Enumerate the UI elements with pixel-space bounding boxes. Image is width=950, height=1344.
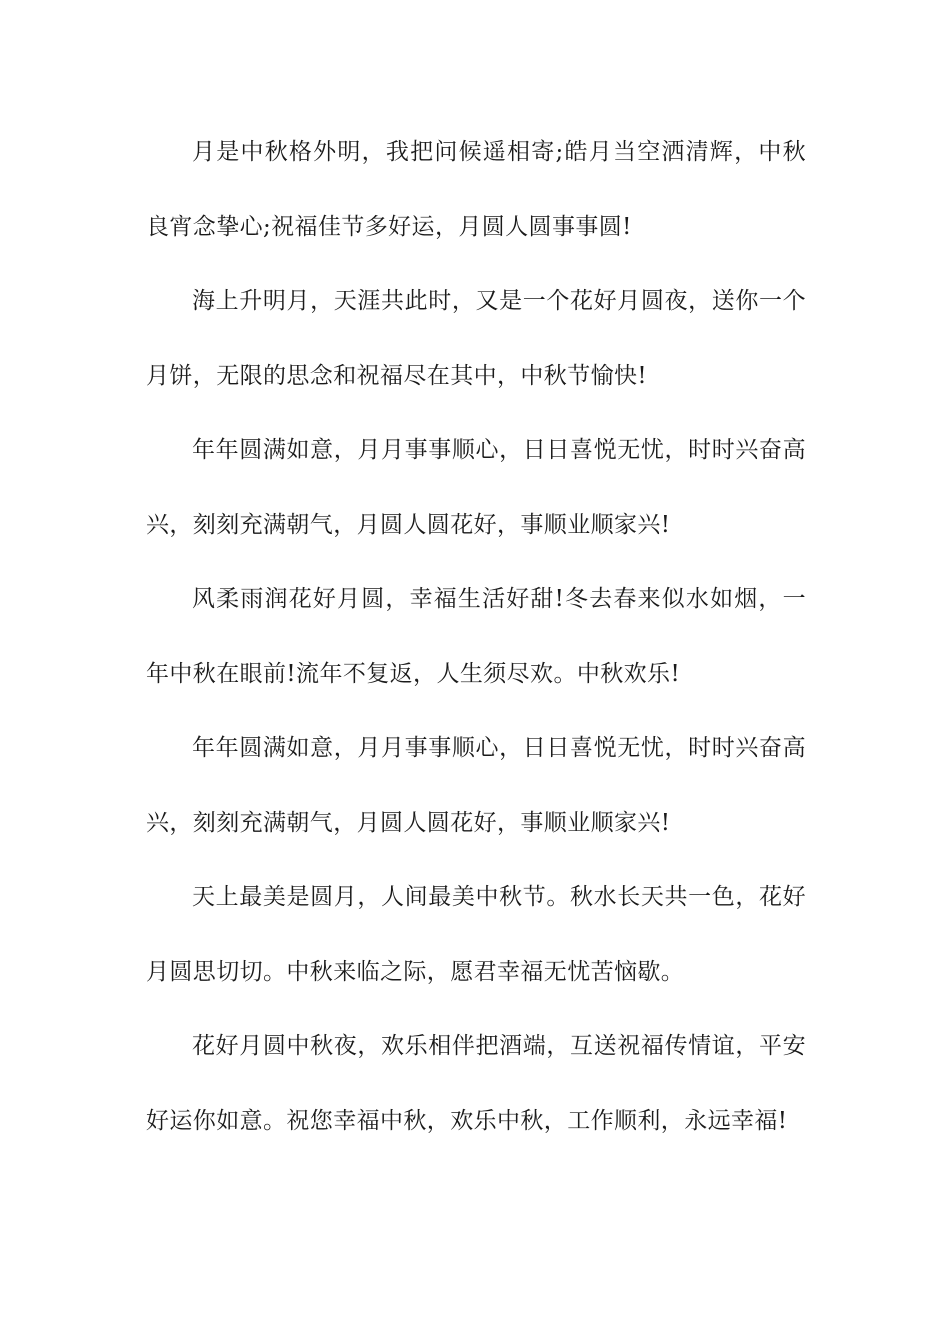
paragraph-6: 天上最美是圆月，人间最美中秋节。秋水长天共一色，花好月圆思切切。中秋来临之际，愿君幸福无忧苦恼歇。	[146, 884, 806, 985]
document-body	[146, 115, 806, 1158]
paragraph-5: 年年圆满如意，月月事事顺心，日日喜悦无忧，时时兴奋高兴，刻刻充满朝气，月圆人圆花好，事顺业顺家兴!	[146, 735, 806, 836]
paragraph-2: 海上升明月，天涯共此时，又是一个花好月圆夜，送你一个月饼，无限的思念和祝福尽在其中，中秋节愉快!	[146, 288, 806, 389]
paragraph-7: 花好月圆中秋夜，欢乐相伴把酒端，互送祝福传情谊，平安好运你如意。祝您幸福中秋，欢乐中秋，工作顺利，永远幸福!	[146, 1033, 806, 1134]
paragraph-3: 年年圆满如意，月月事事顺心，日日喜悦无忧，时时兴奋高兴，刻刻充满朝气，月圆人圆花好，事顺业顺家兴!	[146, 437, 806, 538]
paragraph-1: 月是中秋格外明，我把问候遥相寄;皓月当空洒清辉，中秋良宵念挚心;祝福佳节多好运，月圆人圆事事圆!	[146, 139, 806, 240]
paragraph-4: 风柔雨润花好月圆，幸福生活好甜!冬去春来似水如烟，一年中秋在眼前!流年不复返，人生须尽欢。中秋欢乐!	[146, 586, 806, 687]
